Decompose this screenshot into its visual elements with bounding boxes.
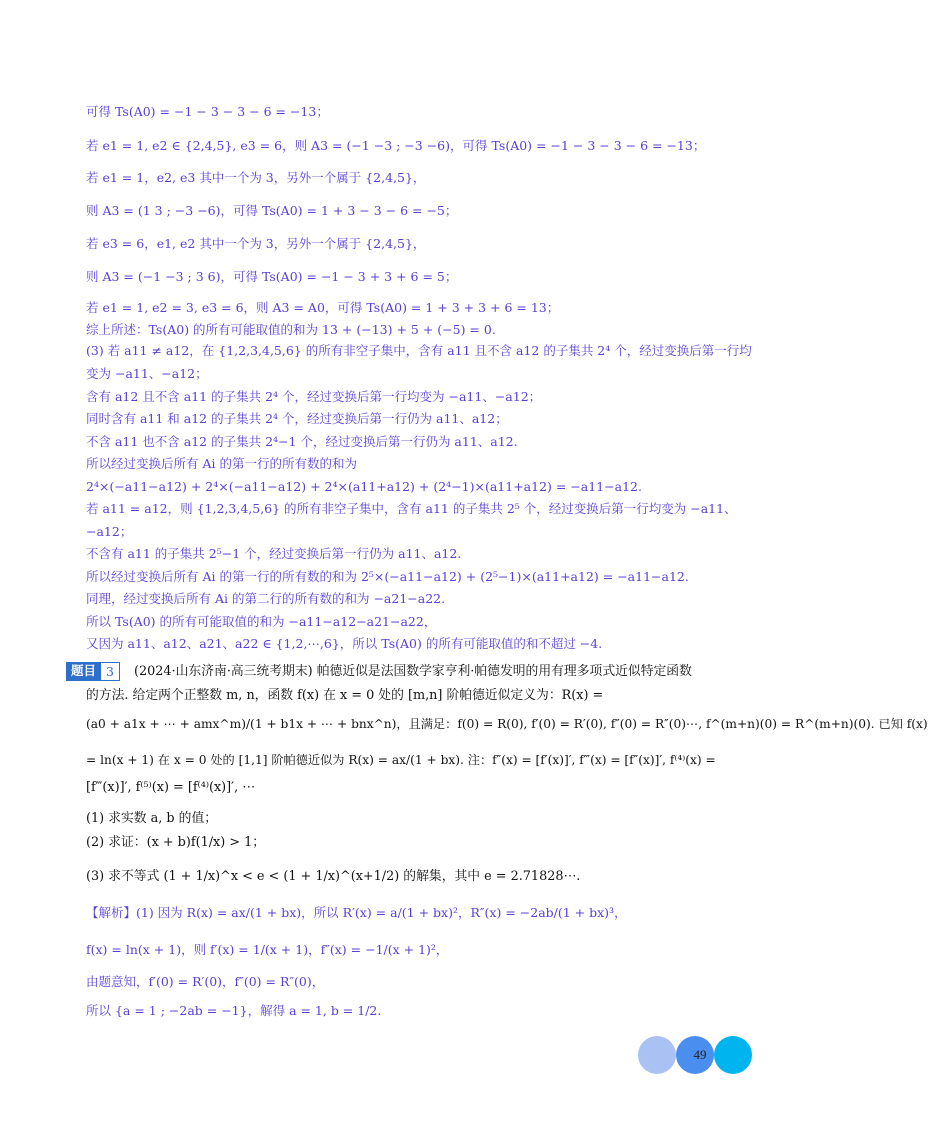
solution-line: (3) 若 a11 ≠ a12，在 {1,2,3,4,5,6} 的所有非空子集中，含有 a11 且不含 a12 的子集共 2⁴ 个，经过变换后第一行均 (86, 343, 752, 358)
problem-line: (2024·山东济南·高三统考期末) 帕德近似是法国数学家亨利·帕德发明的用有理多项式近似特定函数 (134, 664, 692, 679)
solution-line: 所以 Ts(A0) 的所有可能取值的和为 −a11−a12−a21−a22， (86, 614, 437, 629)
problem-line: [f‴(x)]′, f⁽⁵⁾(x) = [f⁽⁴⁾(x)]′, ⋯ (86, 780, 256, 795)
problem-tag (66, 662, 120, 681)
solution-line: 若 e1 = 1, e2 = 3, e3 = 6，则 A3 = A0，可得 Ts(A0) = 1 + 3 + 3 + 6 = 13； (86, 300, 560, 315)
solution-line: 含有 a12 且不含 a11 的子集共 2⁴ 个，经过变换后第一行均变为 −a11、−a12； (86, 389, 542, 404)
solution-line: 不含有 a11 的子集共 2⁵−1 个，经过变换后第一行仍为 a11、a12. (86, 546, 462, 561)
solution-line: 若 e1 = 1, e2 ∈ {2,4,5}, e3 = 6，则 A3 = (−1 −3 ; −3 −6)，可得 Ts(A0) = −1 − 3 − 3 − 6 = −13； (86, 138, 706, 153)
problem-tag-title: 题目 (66, 662, 101, 681)
solution-line: 则 A3 = (−1 −3 ; 3 6)，可得 Ts(A0) = −1 − 3 + 3 + 6 = 5； (86, 269, 458, 284)
problem-line: 的方法. 给定两个正整数 m, n，函数 f(x) 在 x = 0 处的 [m,n] 阶帕德近似定义为：R(x) = (86, 688, 604, 703)
solution-line: −a12； (86, 524, 133, 539)
solution-line: 又因为 a11、a12、a21、a22 ∈ {1,2,⋯,6}，所以 Ts(A0) 的所有可能取值的和不超过 −4. (86, 636, 603, 651)
page-circle-right (714, 1036, 752, 1074)
solution-line: 若 a11 = a12，则 {1,2,3,4,5,6} 的所有非空子集中，含有 a11 的子集共 2⁵ 个，经过变换后第一行均变为 −a11、 (86, 501, 737, 516)
page-circle-left (638, 1036, 676, 1074)
analysis-line: 由题意知，f′(0) = R′(0)，f″(0) = R″(0)， (86, 974, 325, 989)
analysis-line: 所以 {a = 1 ; −2ab = −1}，解得 a = 1, b = 1/2. (86, 1003, 382, 1018)
analysis-line: f(x) = ln(x + 1)，则 f′(x) = 1/(x + 1)，f″(x) = −1/(x + 1)²， (86, 942, 449, 957)
problem-line: = ln(x + 1) 在 x = 0 处的 [1,1] 阶帕德近似为 R(x) = ax/(1 + bx). 注：f″(x) = [f′(x)]′, f‴(x) = [f″(x)]′, f⁽⁴⁾(x) = (86, 753, 716, 767)
solution-line: 所以经过变换后所有 Ai 的第一行的所有数的和为 2⁵×(−a11−a12) + (2⁵−1)×(a11+a12) = −a11−a12. (86, 569, 689, 584)
page-number: 49 (693, 1047, 707, 1062)
problem-tag-number: 3 (101, 662, 120, 681)
solution-line: 若 e1 = 1，e2, e3 其中一个为 3，另外一个属于 {2,4,5}， (86, 170, 426, 185)
solution-line: 综上所述：Ts(A0) 的所有可能取值的和为 13 + (−13) + 5 + (−5) = 0. (86, 322, 496, 337)
solution-line: 同理，经过变换后所有 Ai 的第二行的所有数的和为 −a21−a22. (86, 591, 446, 606)
solution-line: 可得 Ts(A0) = −1 − 3 − 3 − 6 = −13； (86, 104, 329, 119)
solution-line: 2⁴×(−a11−a12) + 2⁴×(−a11−a12) + 2⁴×(a11+a12) + (2⁴−1)×(a11+a12) = −a11−a12. (86, 479, 642, 494)
problem-line: (a0 + a1x + ⋯ + amx^m)/(1 + b1x + ⋯ + bnx^n)，且满足：f(0) = R(0), f′(0) = R′(0), f″(0) = R″(0)⋯, f^(m+n)(0) = R^(m+n)(0). 已知 f(x) (86, 717, 928, 731)
solution-line: 不含 a11 也不含 a12 的子集共 2⁴−1 个，经过变换后第一行仍为 a11、a12. (86, 434, 518, 449)
solution-line: 若 e3 = 6，e1, e2 其中一个为 3，另外一个属于 {2,4,5}， (86, 236, 426, 251)
problem-subquestion-2: (2) 求证：(x + b)f(1/x) > 1； (86, 835, 266, 850)
problem-subquestion-1: (1) 求实数 a, b 的值； (86, 811, 218, 826)
solution-line: 所以经过变换后所有 Ai 的第一行的所有数的和为 (86, 456, 357, 471)
solution-line: 则 A3 = (1 3 ; −3 −6)，可得 Ts(A0) = 1 + 3 − 3 − 6 = −5； (86, 203, 458, 218)
analysis-line: 【解析】(1) 因为 R(x) = ax/(1 + bx)，所以 R′(x) = a/(1 + bx)²，R″(x) = −2ab/(1 + bx)³， (86, 905, 627, 920)
solution-line: 同时含有 a11 和 a12 的子集共 2⁴ 个，经过变换后第一行仍为 a11、a12； (86, 411, 508, 426)
solution-line: 变为 −a11、−a12； (86, 366, 208, 381)
problem-subquestion-3: (3) 求不等式 (1 + 1/x)^x < e < (1 + 1/x)^(x+1/2) 的解集，其中 e = 2.71828⋯. (86, 869, 581, 884)
